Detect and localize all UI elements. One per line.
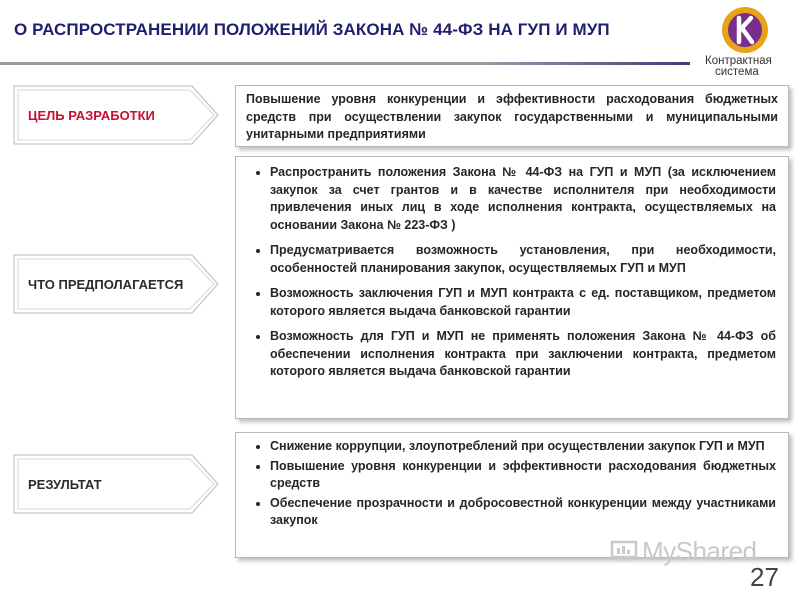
- list-item: • Возможность для ГУП и МУП не применять положения Закона № 44-ФЗ об обеспечении исполнения контракта при заключении контракта, предметом которого является выдача банковской гарантии: [270, 328, 776, 381]
- title-divider: [0, 62, 690, 65]
- section-label-text: РЕЗУЛЬТАТ: [28, 476, 102, 492]
- plan-list: [248, 164, 776, 381]
- section-label-goal: [12, 84, 222, 146]
- list-item: • Повышение уровня конкуренции и эффективности расходования бюджетных средств: [270, 458, 776, 493]
- page-number: 27: [750, 562, 779, 592]
- section-label-plan: [12, 253, 222, 315]
- list-item: • Обеспечение прозрачности и добросовестной конкуренции между участниками закупок: [270, 495, 776, 530]
- list-item: • Снижение коррупции, злоупотреблений при осуществлении закупок ГУП и МУП: [270, 438, 776, 456]
- logo-text-line2: система: [715, 66, 759, 78]
- list-item: • Распространить положения Закона № 44-ФЗ на ГУП и МУП (за исключением закупок за счет грантов и в качестве исполнителя при необходимости привлечения иных лиц в ходе исполнения контракта, осуществляемых на основании Закона № 223-ФЗ ): [270, 164, 776, 234]
- result-list: [248, 438, 776, 530]
- goal-text: Повышение уровня конкуренции и эффективности расходования бюджетных средств при осуществлении закупок государственными и муниципальными унитарными предприятиями: [246, 92, 778, 141]
- watermark: [610, 536, 757, 567]
- section-plan-box: [235, 156, 789, 419]
- presentation-icon: [610, 538, 638, 560]
- list-item: • Предусматривается возможность установления, при необходимости, особенностей планирования закупок, осуществляемых ГУП и МУП: [270, 242, 776, 277]
- logo-text-line1: Контрактная: [705, 55, 772, 67]
- section-label-result: [12, 453, 222, 515]
- section-label-text: ЦЕЛЬ РАЗРАБОТКИ: [28, 107, 155, 123]
- logo: [705, 6, 795, 78]
- logo-k-icon: [721, 6, 777, 56]
- list-item: • Возможность заключения ГУП и МУП контракта с ед. поставщиком, предметом которого является выдача банковской гарантии: [270, 285, 776, 320]
- section-label-text: ЧТО ПРЕДПОЛАГАЕТСЯ: [28, 276, 184, 292]
- section-goal-box: [235, 85, 789, 147]
- page-title: О РАСПРОСТРАНЕНИИ ПОЛОЖЕНИЙ ЗАКОНА № 44-ФЗ НА ГУП И МУП: [14, 20, 610, 39]
- watermark-text: MyShared: [642, 536, 757, 566]
